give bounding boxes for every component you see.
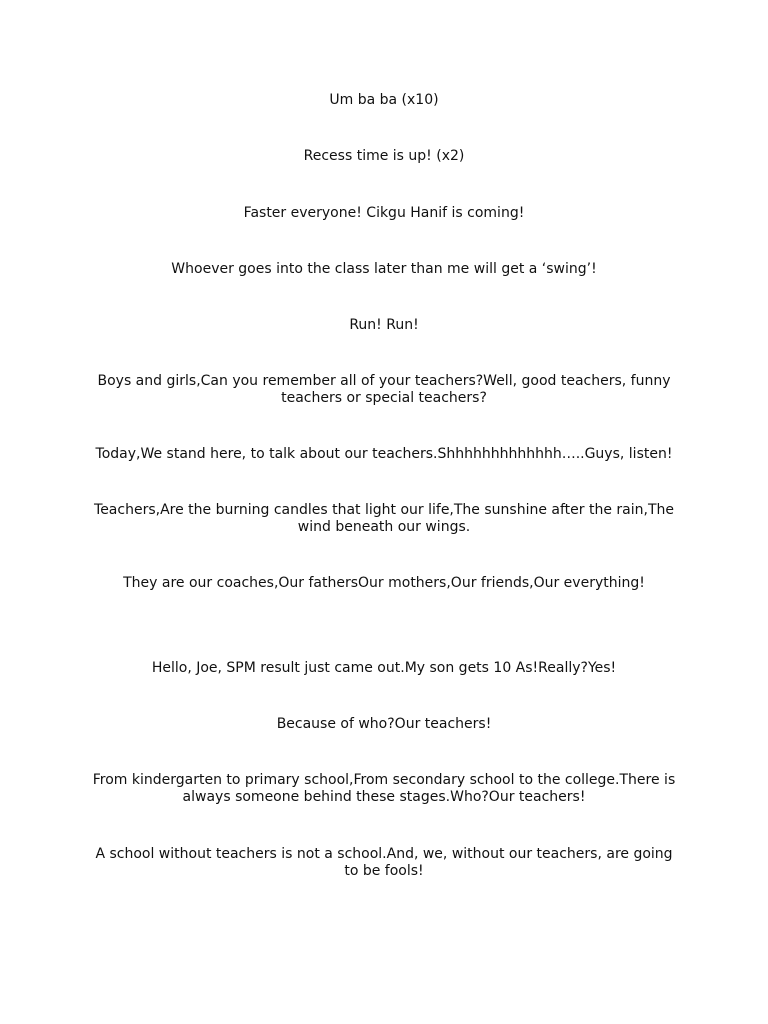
paragraph-teachers-candles: Teachers,Are the burning candles that light our life,The sunshine after the rain,The wind beneath our wings. (94, 502, 674, 535)
paragraph-from-kindergarten: From kindergarten to primary school,From secondary school to the college.There is always someone behind these stages.Who?Our teachers! (92, 772, 676, 805)
paragraph-um-ba-ba: Um ba ba (x10) (329, 92, 439, 108)
paragraph-because-of-who: Because of who?Our teachers! (276, 716, 492, 732)
paragraph-our-coaches: They are our coaches,Our fathersOur mothers,Our friends,Our everything! (123, 575, 645, 591)
paragraph-hello-joe: Hello, Joe, SPM result just came out.My son gets 10 As!Really?Yes! (151, 660, 617, 676)
paragraph-today: Today,We stand here, to talk about our teachers.Shhhhhhhhhhhhh…..Guys, listen! (95, 446, 673, 462)
paragraph-whoever-goes: Whoever goes into the class later than me will get a ‘swing’! (171, 261, 597, 277)
paragraph-school-without-teachers: A school without teachers is not a school.And, we, without our teachers, are going to be fools! (95, 846, 673, 879)
paragraph-recess-time: Recess time is up! (x2) (303, 148, 465, 164)
paragraph-boys-and-girls: Boys and girls,Can you remember all of your teachers?Well, good teachers, funny teachers or special teachers? (97, 373, 671, 406)
paragraph-run-run: Run! Run! (349, 317, 419, 333)
paragraph-faster-everyone: Faster everyone! Cikgu Hanif is coming! (243, 205, 525, 221)
